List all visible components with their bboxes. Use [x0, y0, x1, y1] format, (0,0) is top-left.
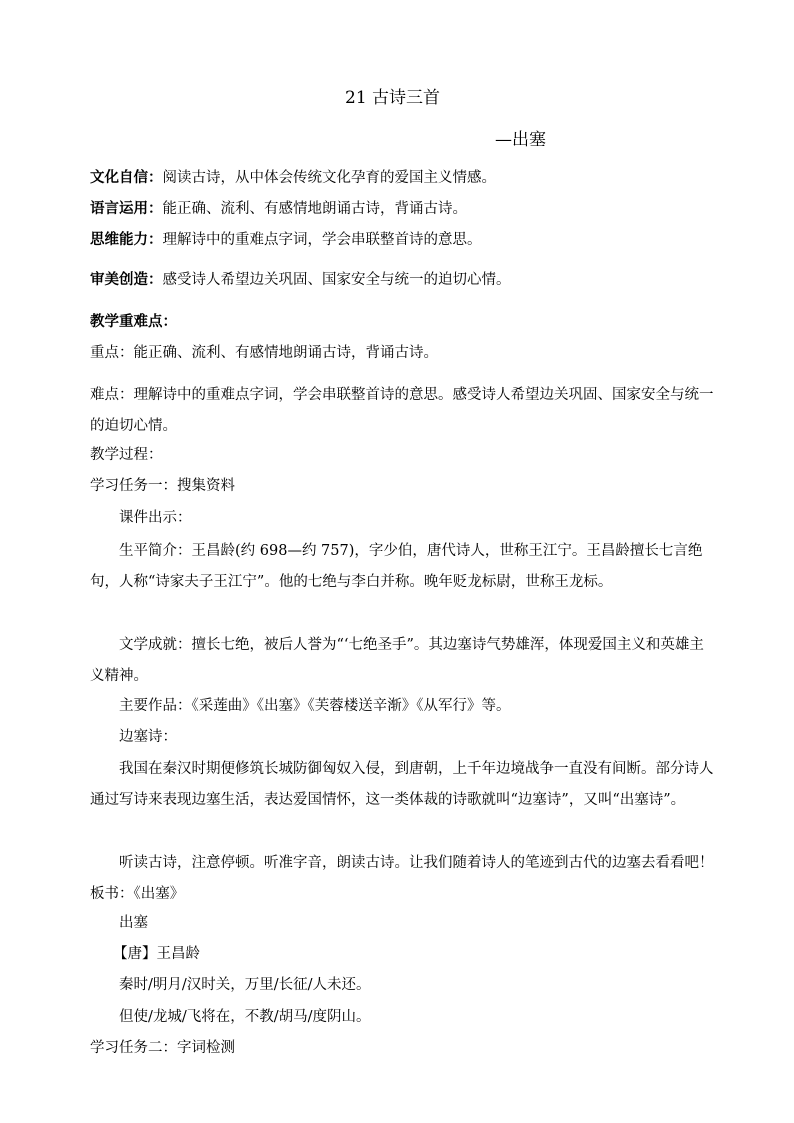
objective-label: 文化自信： — [90, 170, 163, 186]
objective-language — [90, 199, 710, 219]
objective-thinking — [90, 230, 710, 250]
task1-heading: 学习任务一：搜集资料 — [90, 478, 235, 494]
key-points-heading: 教学重难点： — [90, 314, 177, 330]
listen-paragraph: 听读古诗，注意停顿。听准字音，朗读古诗。让我们随着诗人的笔迹到古代的边塞去看看吧！板书：《出塞》 — [90, 855, 714, 902]
bio-paragraph: 生平简介：王昌龄(约 698—约 757)，字少伯，唐代诗人，世称王江宁。王昌龄擅长七言绝句，人称“诗家夫子王江宁”。他的七绝与李白并称。晚年贬龙标尉，世称王龙标。 — [90, 543, 703, 590]
poem-line: 但使/龙城/飞将在，不教/胡马/度阴山。 — [119, 1009, 371, 1025]
page-title: 21 古诗三首 — [345, 88, 441, 108]
process-heading: 教学过程： — [90, 447, 163, 463]
difficult-point: 难点：理解诗中的重难点字词，学会串联整首诗的意思。感受诗人希望边关巩固、国家安全与统一的迫切心情。 — [90, 387, 714, 434]
achievement-paragraph: 文学成就：擅长七绝，被后人誉为“‘七绝圣手”。其边塞诗气势雄浑，体现爱国主义和英雄主义精神。 — [90, 637, 704, 684]
objective-text: 能正确、流利、有感情地朗诵古诗，背诵古诗。 — [162, 201, 467, 217]
poem-author: 【唐】王昌龄 — [113, 946, 200, 962]
poem-title: 出塞 — [119, 915, 148, 931]
poem-line: 秦时/明月/汉时关，万里/长征/人未还。 — [119, 977, 371, 993]
objective-label: 审美创造： — [90, 272, 163, 288]
courseware-label: 课件出示： — [119, 510, 192, 526]
objective-culture — [90, 168, 710, 188]
frontier-paragraph: 我国在秦汉时期便修筑长城防御匈奴入侵，到唐朝，上千年边境战争一直没有间断。部分诗人通过写诗来表现边塞生活，表达爱国情怀，这一类体裁的诗歌就叫“边塞诗”，又叫“出塞诗”。 — [90, 761, 714, 808]
objective-text: 理解诗中的重难点字词，学会串联整首诗的意思。 — [162, 232, 482, 248]
objective-text: 感受诗人希望边关巩固、国家安全与统一的迫切心情。 — [162, 272, 511, 288]
frontier-heading: 边塞诗： — [119, 729, 177, 745]
task2-heading: 学习任务二：字词检测 — [90, 1040, 235, 1056]
key-point: 重点：能正确、流利、有感情地朗诵古诗，背诵古诗。 — [90, 345, 438, 361]
page-subtitle: —出塞 — [495, 130, 546, 150]
objective-label: 语言运用： — [90, 201, 163, 217]
objective-aesthetic — [90, 270, 710, 290]
works-line: 主要作品：《采莲曲》《出塞》《芙蓉楼送辛渐》《从军行》等。 — [119, 698, 511, 714]
objective-label: 思维能力： — [90, 232, 163, 248]
objective-text: 阅读古诗，从中体会传统文化孕育的爱国主义情感。 — [162, 170, 496, 186]
